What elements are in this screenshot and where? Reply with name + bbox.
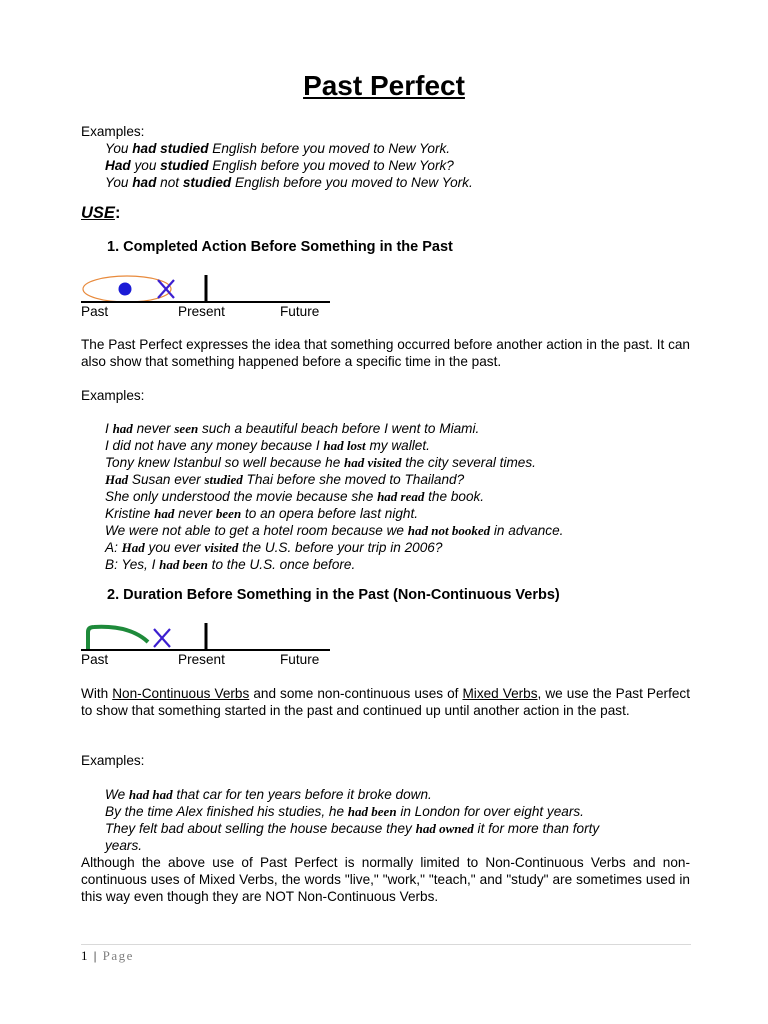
timeline-label-past: Past bbox=[81, 304, 109, 319]
timeline-label-future: Future bbox=[280, 652, 320, 667]
verb: studied bbox=[204, 472, 243, 487]
text: English before you moved to New York. bbox=[231, 175, 473, 190]
text: the U.S. before your trip in 2006? bbox=[238, 540, 443, 555]
text: to the U.S. once before. bbox=[207, 557, 356, 572]
page-footer bbox=[81, 948, 134, 964]
text: not bbox=[156, 175, 183, 190]
verb: seen bbox=[174, 421, 199, 436]
page-title: Past Perfect bbox=[303, 70, 465, 101]
text: you ever bbox=[144, 540, 205, 555]
verb: studied bbox=[182, 175, 232, 190]
list-item bbox=[105, 820, 599, 837]
link-mixed-verbs[interactable]: Mixed Verbs bbox=[462, 686, 538, 701]
section-1-heading: 1. Completed Action Before Something in the Past bbox=[107, 239, 453, 255]
footer-separator: | bbox=[89, 948, 103, 963]
text: the book. bbox=[424, 489, 485, 504]
intro-example-3 bbox=[105, 174, 473, 191]
use-heading bbox=[81, 204, 120, 223]
text: English before you moved to New York? bbox=[208, 158, 454, 173]
text: never bbox=[132, 421, 175, 436]
text: such a beautiful beach before I went to Miami. bbox=[198, 421, 480, 436]
text: Susan ever bbox=[128, 472, 205, 487]
verb: had been bbox=[347, 804, 397, 819]
list-item bbox=[105, 420, 479, 437]
timeline-label-present: Present bbox=[178, 652, 225, 667]
list-item bbox=[105, 488, 484, 505]
use-label: USE bbox=[81, 204, 115, 222]
text: you bbox=[130, 158, 161, 173]
section-2-paragraph bbox=[81, 685, 690, 719]
duration-arc bbox=[88, 627, 148, 650]
text: it for more than forty bbox=[473, 821, 600, 836]
list-item bbox=[105, 556, 355, 573]
section-2-heading: 2. Duration Before Something in the Past (Non-Continuous Verbs) bbox=[107, 587, 560, 603]
text: the city several times. bbox=[401, 455, 536, 470]
text: , we use the Past Perfect to show that something started in the past and continued up until another action in the past. bbox=[81, 686, 690, 718]
verb: had studied bbox=[132, 141, 209, 156]
link-non-continuous-verbs[interactable]: Non-Continuous Verbs bbox=[112, 686, 250, 701]
use-colon: : bbox=[114, 204, 121, 222]
text: I did not have any money because I bbox=[105, 438, 324, 453]
intro-example-1 bbox=[105, 140, 450, 157]
text: in London for over eight years. bbox=[396, 804, 584, 819]
verb: had visited bbox=[344, 455, 402, 470]
verb: Had bbox=[105, 472, 129, 487]
verb: Had bbox=[105, 158, 131, 173]
intro-example-2 bbox=[105, 157, 454, 174]
text: English before you moved to New York. bbox=[208, 141, 451, 156]
verb: had had bbox=[128, 787, 173, 802]
verb: Had bbox=[121, 540, 145, 555]
timeline-label-future: Future bbox=[280, 304, 320, 319]
list-item bbox=[105, 454, 536, 471]
section-1-examples-label: Examples: bbox=[81, 388, 145, 403]
verb: had owned bbox=[415, 821, 474, 836]
list-item bbox=[105, 522, 563, 539]
verb: visited bbox=[204, 540, 239, 555]
section-1-paragraph: The Past Perfect expresses the idea that something occurred before another action in the past. It can also show that something happened before a specific time in the past. bbox=[81, 337, 690, 369]
timeline-label-present: Present bbox=[178, 304, 225, 319]
closing-paragraph: Although the above use of Past Perfect is normally limited to Non-Continuous Verbs and non-continuous uses of Mixed Verbs, the words "live," "work," "teach," and "study" are sometimes used in this way even though they are NOT Non-Continuous Verbs. bbox=[81, 855, 690, 904]
verb: studied bbox=[160, 158, 209, 173]
verb: been bbox=[215, 506, 242, 521]
timeline-1 bbox=[80, 272, 340, 322]
text: and some non-continuous uses of bbox=[249, 686, 463, 701]
verb: had bbox=[112, 421, 133, 436]
text: By the time Alex finished his studies, he bbox=[105, 804, 348, 819]
list-item bbox=[105, 539, 442, 556]
text: A: bbox=[105, 540, 122, 555]
verb: had bbox=[154, 506, 175, 521]
verb: had been bbox=[159, 557, 208, 572]
text: You bbox=[105, 175, 133, 190]
verb: had not booked bbox=[407, 523, 491, 538]
text: Thai before she moved to Thailand? bbox=[242, 472, 465, 487]
list-item bbox=[105, 803, 584, 820]
text: to an opera before last night. bbox=[241, 506, 419, 521]
text: never bbox=[174, 506, 216, 521]
text: my wallet. bbox=[365, 438, 430, 453]
section-2-examples-label: Examples: bbox=[81, 753, 145, 768]
text: She only understood the movie because she bbox=[105, 489, 378, 504]
text: You bbox=[105, 141, 133, 156]
list-item bbox=[105, 505, 418, 522]
intro-examples-label: Examples: bbox=[81, 124, 145, 139]
verb: had bbox=[132, 175, 157, 190]
timeline-label-past: Past bbox=[81, 652, 109, 667]
footer-divider bbox=[81, 944, 691, 945]
verb: had lost bbox=[323, 438, 366, 453]
list-item bbox=[105, 471, 464, 488]
page-number: 1 bbox=[81, 948, 89, 963]
text: B: Yes, I bbox=[105, 557, 160, 572]
list-item bbox=[105, 786, 432, 803]
past-dot-icon bbox=[119, 283, 132, 296]
list-item bbox=[105, 437, 430, 454]
list-item-continuation: years. bbox=[105, 838, 143, 853]
timeline-2-graphic bbox=[80, 620, 340, 654]
text: We were not able to get a hotel room because we bbox=[105, 523, 408, 538]
text: We bbox=[105, 787, 129, 802]
text: Kristine bbox=[105, 506, 155, 521]
text: With bbox=[81, 686, 113, 701]
text: Tony knew Istanbul so well because he bbox=[105, 455, 345, 470]
page-label: Page bbox=[102, 948, 134, 963]
timeline-2 bbox=[80, 620, 340, 670]
text: I bbox=[105, 421, 113, 436]
text: in advance. bbox=[490, 523, 564, 538]
verb: had read bbox=[377, 489, 425, 504]
text: They felt bad about selling the house because they bbox=[105, 821, 416, 836]
timeline-1-graphic bbox=[80, 272, 340, 306]
text: that car for ten years before it broke down. bbox=[172, 787, 432, 802]
